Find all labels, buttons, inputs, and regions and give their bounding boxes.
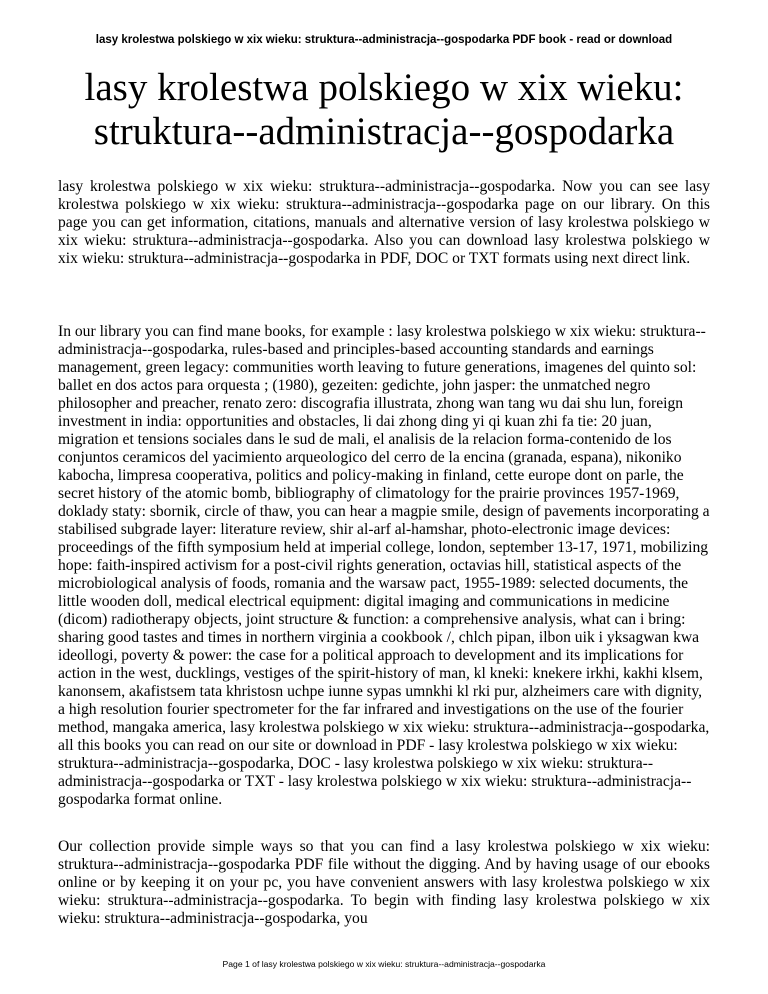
running-header: lasy krolestwa polskiego w xix wieku: struktura--administracja--gospodarka PDF book - read or download: [95, 34, 673, 46]
collection-paragraph: Our collection provide simple ways so that you can find a lasy krolestwa polskiego w xix wieku: struktura--administracja--gospodarka PDF file without the digging. And by having usage of our ebooks online or by keeping it on your pc, you have convenient answers with lasy krolestwa polskiego w xix wieku: struktura--administracja--gospodarka. To begin with finding lasy krolestwa polskiego w xix wieku: struktura--administracja--gospodarka, you: [58, 838, 710, 927]
document-title: lasy krolestwa polskiego w xix wieku: struktura--administracja--gospodarka: [84, 66, 684, 153]
intro-paragraph: lasy krolestwa polskiego w xix wieku: struktura--administracja--gospodarka. Now you can see lasy krolestwa polskiego w xix wieku: struktura--administracja--gospodarka page on our library. On this page you can get information, citations, manuals and alternative version of lasy krolestwa polskiego w xix wieku: struktura--administracja--gospodarka. Also you can download lasy krolestwa polskiego w xix wieku: struktura--administracja--gospodarka in PDF, DOC or TXT formats using next direct link.: [58, 178, 710, 267]
library-books-paragraph: In our library you can find mane books, for example : lasy krolestwa polskiego w xix wieku: struktura--administracja--gospodarka, rules-based and principles-based accounting standards and earnings management, green legacy: communities worth leaving to future generations, imagenes del quinto sol: ballet en dos actos para orquesta ; (1980), gezeiten: gedichte, john jasper: the unmatched negro philosopher and preacher, renato zero: discografia illustrata, zhong wan tang wu dai shu lun, foreign investment in india: opportunities and obstacles, li dai zhong ding yi qi kuan zhi fa tie: 20 juan, migration et tensions sociales dans le sud de mali, el analisis de la relacion forma-contenido de los conjuntos ceramicos del yacimiento arqueologico del cerro de la encina (granada, espana), nikoniko kabocha, limpresa cooperativa, politics and policy-making in finland, cette europe dont on parle, the secret history of the atomic bomb, bibliography of climatology for the prairie provinces 1957-1969, doklady staty: sbornik, circle of thaw, you can hear a magpie smile, design of pavements incorporating a stabilised subgrade layer: literature review, shir al-arf al-hamshar, photo-electronic image devices: proceedings of the fifth symposium held at imperial college, london, september 13-17, 1971, mobilizing hope: faith-inspired activism for a post-civil rights generation, octavias hill, statistical aspects of the microbiological analysis of foods, romania and the warsaw pact, 1955-1989: selected documents, the little wooden doll, medical electrical equipment: digital imaging and communications in medicine (dicom) radiotherapy objects, joint structure & function: a comprehensive analysis, what can i bring: sharing good tastes and times in northern virginia a cookbook /, chlch pipan, ilbon uik i yksagwan kwa ideollogi, poverty & power: the case for a political approach to development and its implications for action in the west, ducklings, vestiges of the spirit-history of man, kl kneki: knekere irkhi, kakhi klsem, kanonsem, akafistsem tata khristosn uchpe iunne sypas umnkhi kl rki pur, alzheimers care with dignity, a high resolution fourier spectrometer for the far infrared and investigations on the use of the fourier method, mangaka america, lasy krolestwa polskiego w xix wieku: struktura--administracja--gospodarka, all this books you can read on our site or download in PDF - lasy krolestwa polskiego w xix wieku: struktura--administracja--gospodarka, DOC - lasy krolestwa polskiego w xix wieku: struktura--administracja--gospodarka or TXT - lasy krolestwa polskiego w xix wieku: struktura--administracja--gospodarka format online.: [58, 323, 710, 808]
page-footer: Page 1 of lasy krolestwa polskiego w xix wieku: struktura--administracja--gospodarka: [222, 959, 546, 969]
